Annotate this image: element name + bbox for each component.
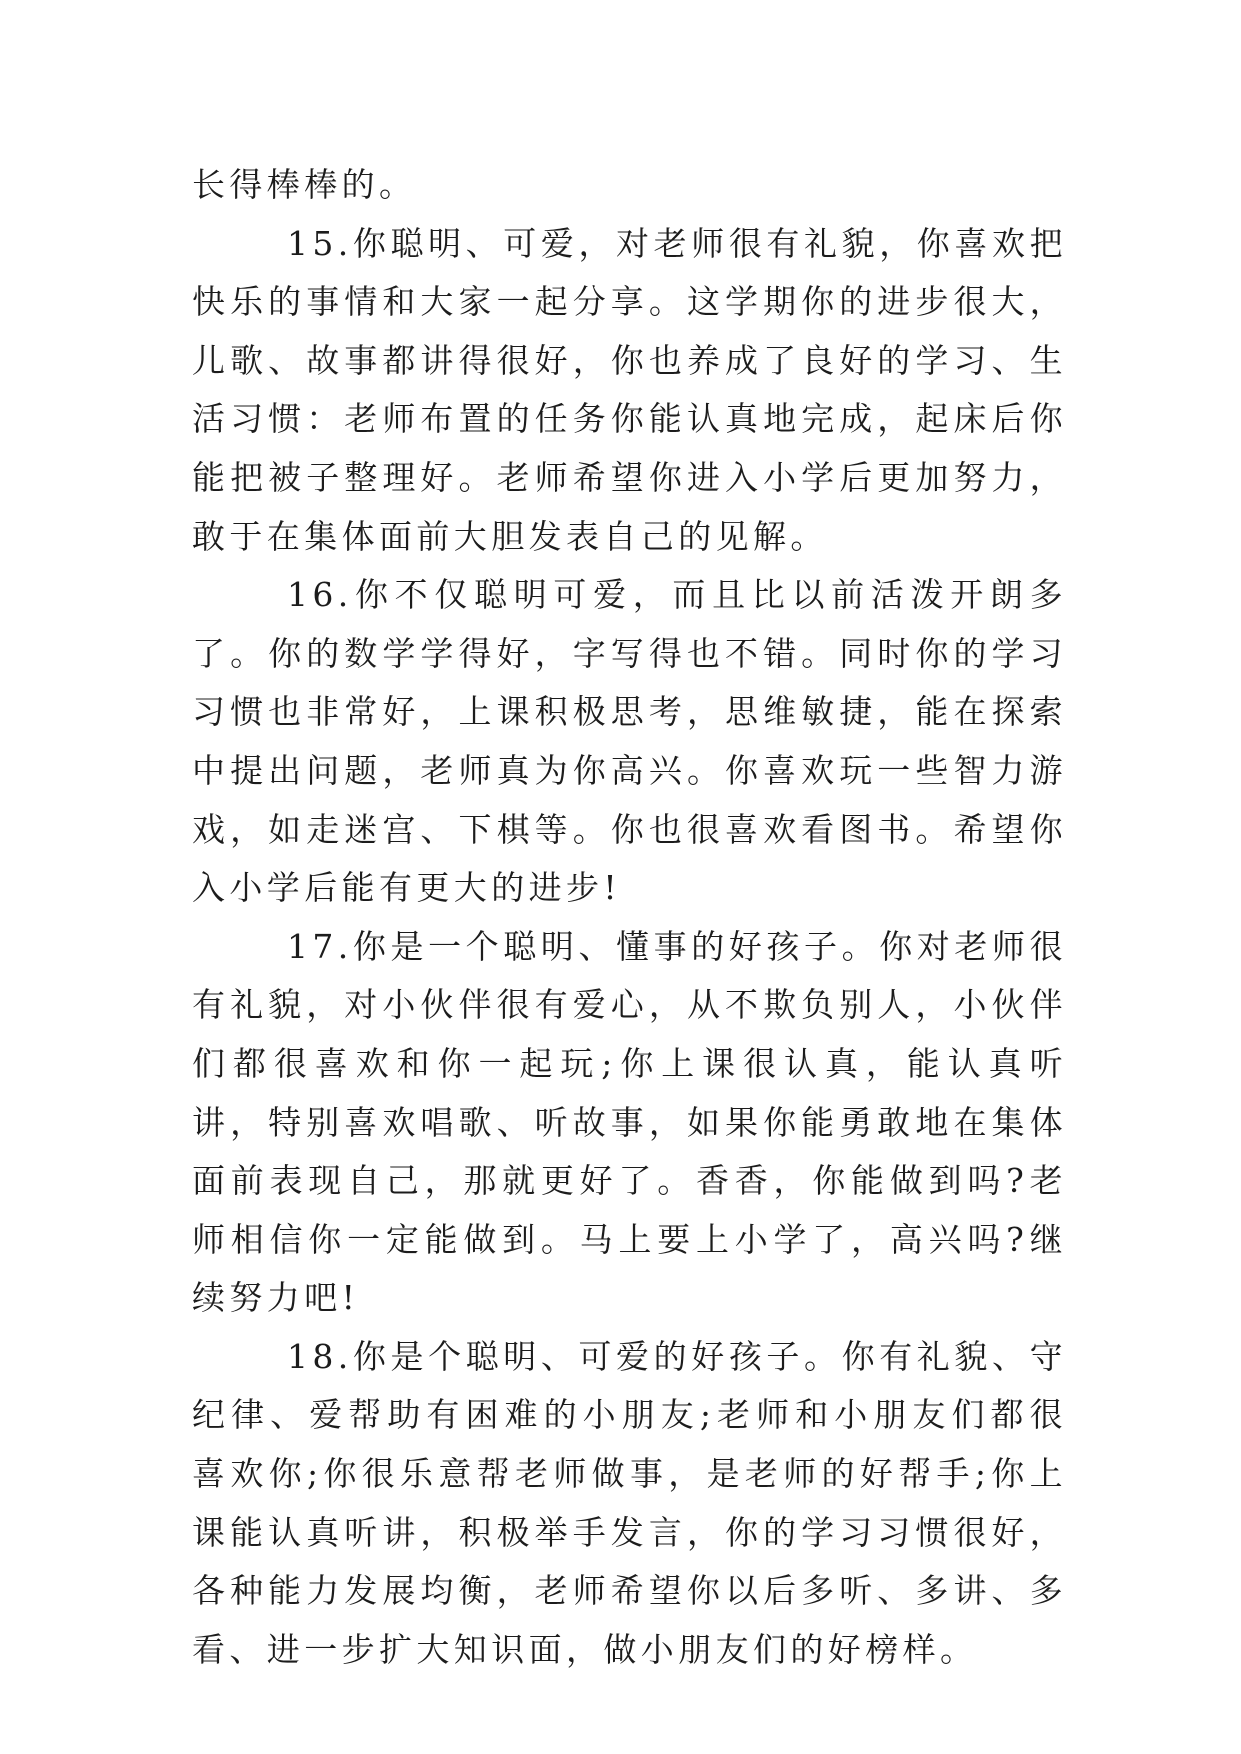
document-body [192, 156, 1067, 1679]
paragraph-comment-15: 15.你聪明、可爱，对老师很有礼貌，你喜欢把快乐的事情和大家一起分享。这学期你的进步很大，儿歌、故事都讲得很好，你也养成了良好的学习、生活习惯：老师布置的任务你能认真地完成，起床后你能把被子整理好。老师希望你进入小学后更加努力，敢于在集体面前大胆发表自己的见解。 [192, 223, 1067, 556]
paragraph-comment-18: 18.你是个聪明、可爱的好孩子。你有礼貌、守纪律、爱帮助有困难的小朋友;老师和小朋友们都很喜欢你;你很乐意帮老师做事，是老师的好帮手;你上课能认真听讲，积极举手发言，你的学习习惯很好，各种能力发展均衡，老师希望你以后多听、多讲、多看、进一步扩大知识面，做小朋友们的好榜样。 [192, 1336, 1067, 1669]
paragraph-continuation: 长得棒棒的。 [192, 165, 417, 204]
paragraph-comment-16: 16.你不仅聪明可爱，而且比以前活泼开朗多了。你的数学学得好，字写得也不错。同时你的学习习惯也非常好，上课积极思考，思维敏捷，能在探索中提出问题，老师真为你高兴。你喜欢玩一些智力游戏，如走迷宫、下棋等。你也很喜欢看图书。希望你入小学后能有更大的进步! [192, 575, 1067, 908]
paragraph-comment-17: 17.你是一个聪明、懂事的好孩子。你对老师很有礼貌，对小伙伴很有爱心，从不欺负别人，小伙伴们都很喜欢和你一起玩;你上课很认真，能认真听讲，特别喜欢唱歌、听故事，如果你能勇敢地在集体面前表现自己，那就更好了。香香，你能做到吗?老师相信你一定能做到。马上要上小学了，高兴吗?继续努力吧! [192, 926, 1067, 1318]
